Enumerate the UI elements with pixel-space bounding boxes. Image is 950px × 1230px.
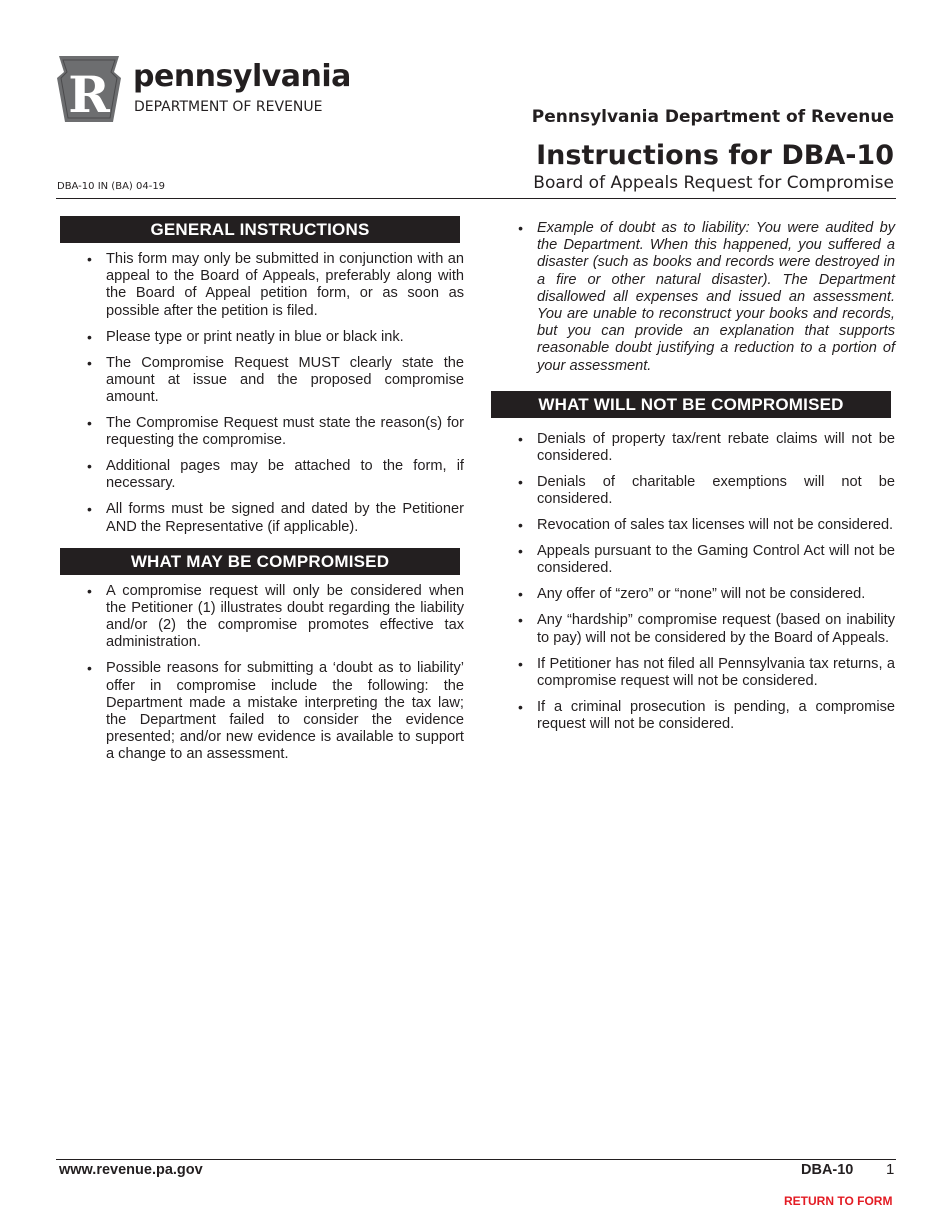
list-item — [60, 251, 464, 320]
list-item-text: Any offer of “zero” or “none” will not be considered. — [537, 586, 866, 603]
list-item-text: Appeals pursuant to the Gaming Control Act will not be considered. — [537, 543, 895, 577]
list-item-text: Denials of property tax/rent rebate claims will not be considered. — [537, 430, 895, 465]
keystone-letter: R — [68, 65, 110, 124]
bullet-icon: • — [518, 543, 523, 560]
page-subtitle: Board of Appeals Request for Compromise — [533, 173, 894, 193]
footer-form-code: DBA-10 — [801, 1162, 854, 1178]
list-item — [491, 612, 895, 646]
bullet-icon: • — [518, 474, 523, 491]
footer-website: www.revenue.pa.gov — [59, 1162, 203, 1178]
bullet-icon: • — [87, 328, 92, 345]
page-number: 1 — [886, 1161, 895, 1178]
list-item — [60, 660, 464, 763]
pa-revenue-logo — [57, 54, 351, 126]
may-be-compromised-list — [60, 583, 464, 764]
keystone-icon — [57, 54, 121, 124]
list-item — [491, 656, 895, 690]
example-list — [491, 220, 895, 375]
bullet-icon: • — [87, 251, 92, 267]
list-item — [60, 415, 464, 449]
list-item-text: This form may only be submitted in conjunction with an appeal to the Board of Appeals, preferably along with the Board of Appeal petition form, or as soon as possible after the petition is filed. — [106, 251, 464, 319]
list-item-text: The Compromise Request MUST clearly state the amount at issue and the proposed compromise amount. — [106, 354, 464, 406]
bullet-icon: • — [518, 612, 523, 629]
section-heading-general: GENERAL INSTRUCTIONS — [60, 216, 460, 243]
bullet-icon: • — [518, 517, 523, 534]
section-heading-not: WHAT WILL NOT BE COMPROMISED — [491, 391, 891, 418]
list-item-text: Revocation of sales tax licenses will not be considered. — [537, 517, 894, 534]
list-item — [60, 583, 464, 652]
left-column — [60, 216, 464, 776]
not-compromised-list — [491, 431, 895, 733]
list-item-text: Example of doubt as to liability: You were audited by the Department. When this happened, you suffered a disaster (such as books and records were destroyed in a fire or other natural disaster). The Department disallowed all expenses and issued an assessment. You are unable to reconstruct your books and records, but you can provide an explanation that supports reasonable doubt justifying a reduction to a portion of your assessment. — [537, 220, 895, 374]
list-item-text: Any “hardship” compromise request (based on inability to pay) will not be considered by the Board of Appeals. — [537, 612, 895, 646]
bullet-icon: • — [518, 220, 523, 236]
list-item — [491, 699, 895, 733]
page-title: Instructions for DBA-10 — [536, 140, 894, 171]
form-code: DBA-10 IN (BA) 04-19 — [57, 181, 166, 192]
list-item-text: A compromise request will only be considered when the Petitioner (1) illustrates doubt regarding the liability and/or (2) the compromise promotes effective tax administration. — [106, 582, 464, 651]
bullet-icon: • — [518, 655, 523, 672]
list-item — [60, 329, 464, 346]
list-item — [491, 474, 895, 508]
list-item — [60, 458, 464, 492]
section-heading-may: WHAT MAY BE COMPROMISED — [60, 548, 460, 575]
footer-divider — [56, 1159, 896, 1160]
list-item — [491, 431, 895, 465]
list-item-text: If Petitioner has not filed all Pennsylvania tax returns, a compromise request will not be considered. — [537, 655, 895, 689]
agency-name: Pennsylvania Department of Revenue — [531, 107, 894, 127]
header-divider — [56, 198, 896, 199]
logo-department: DEPARTMENT OF REVENUE — [134, 99, 323, 115]
return-to-form-link[interactable]: RETURN TO FORM — [784, 1194, 893, 1208]
list-item-text: Additional pages may be attached to the form, if necessary. — [106, 458, 464, 492]
bullet-icon: • — [87, 354, 92, 371]
list-item — [60, 501, 464, 535]
bullet-icon: • — [87, 415, 92, 432]
general-instructions-list — [60, 251, 464, 536]
list-item — [491, 586, 895, 603]
bullet-icon: • — [87, 660, 92, 677]
list-item-text: The Compromise Request must state the reason(s) for requesting the compromise. — [106, 415, 464, 449]
list-item-text: If a criminal prosecution is pending, a compromise request will not be considered. — [537, 698, 895, 733]
list-item — [60, 355, 464, 407]
list-item-text: All forms must be signed and dated by the Petitioner AND the Representative (if applicable). — [106, 501, 464, 535]
bullet-icon: • — [518, 430, 523, 447]
list-item-text: Please type or print neatly in blue or black ink. — [106, 328, 404, 345]
bullet-icon: • — [518, 698, 523, 715]
list-item — [491, 220, 895, 375]
list-item-text: Denials of charitable exemptions will not be considered. — [537, 474, 895, 508]
list-item — [491, 517, 895, 534]
bullet-icon: • — [87, 458, 92, 475]
list-item — [491, 543, 895, 577]
bullet-icon: • — [87, 582, 92, 599]
logo-wordmark: pennsylvania — [133, 59, 351, 94]
right-column — [491, 216, 895, 742]
list-item-text: Possible reasons for submitting a ‘doubt as to liability’ offer in compromise include the following: the Department made a mistake interpreting the tax law; the Department failed to consider the evidence presented; and/or new evidence is available to support a change to an assessment. — [106, 660, 464, 763]
bullet-icon: • — [518, 586, 523, 603]
bullet-icon: • — [87, 501, 92, 518]
